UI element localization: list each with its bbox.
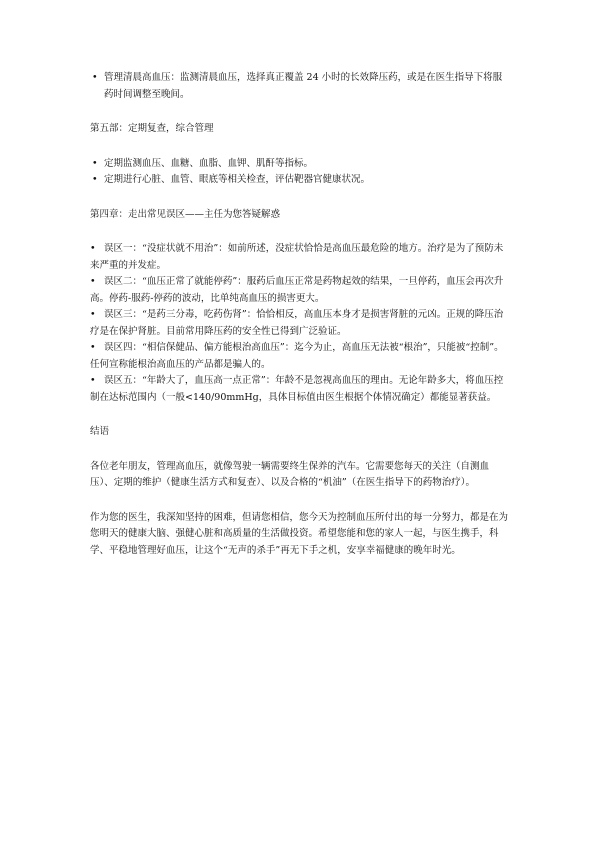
bullet-text: 管理清晨高血压：监测清晨血压，选择真正覆盖 24 小时的长效降压药，或是在医生指导下将服药时间调整至晚间。 — [104, 72, 503, 100]
list-item — [90, 340, 509, 373]
bullet-icon: • — [92, 174, 98, 185]
section-heading-chapter4: 第四章：走出常见误区——主任为您答疑解惑 — [90, 208, 281, 220]
list-item — [90, 70, 509, 103]
list-item — [90, 172, 509, 189]
list-item — [90, 156, 509, 173]
section-heading-part5: 第五部：定期复查，综合管理 — [90, 123, 214, 134]
chapter4-list — [90, 241, 509, 406]
bullet-text: 误区五：“年龄大了，血压高一点正常”：年龄不是忽视高血压的理由。无论年龄多大，将血压控制在达标范围内（一般<140/90mmHg，具体目标值由医生根据个体情况确定）都能显著获益。 — [90, 375, 504, 403]
bullet-text: 定期监测血压、血糖、血脂、血钾、肌酐等指标。 — [104, 157, 314, 169]
list-item — [90, 241, 509, 274]
bullet-icon: • — [90, 276, 96, 287]
bullet-icon: • — [92, 72, 98, 83]
section-heading-conclusion: 结语 — [90, 426, 110, 437]
bullet-text: 定期进行心脏、血管、眼底等相关检查，评估靶器官健康状况。 — [104, 174, 371, 185]
conclusion-paragraph-1: 各位老年朋友，管理高血压，就像驾驶一辆需要终生保养的汽车。它需要您每天的关注（自测血压）、定期的维护（健康生活方式和复查）、以及合格的“机油”（在医生指导下的药物治疗）。 — [90, 460, 490, 488]
bullet-text: 误区四：“相信保健品、偏方能根治高血压”：迄今为止，高血压无法被“根治”，只能被“控制”。任何宣称能根治高血压的产品都是骗人的。 — [90, 342, 504, 370]
list-item — [90, 274, 509, 307]
bullet-text: 误区三：“是药三分毒，吃药伤肾”：恰恰相反，高血压本身才是损害肾脏的元凶。正规的降压治疗是在保护肾脏。目前常用降压药的安全性已得到广泛验证。 — [90, 309, 504, 337]
bullet-text: 误区一：“没症状就不用治”：如前所述，没症状恰恰是高血压最危险的地方。治疗是为了预防未来严重的并发症。 — [90, 243, 504, 271]
bullet-icon: • — [90, 342, 96, 353]
bullet-icon: • — [92, 157, 98, 169]
part5-list — [90, 156, 509, 189]
list-item — [90, 307, 509, 340]
intro-bullet-list — [90, 70, 509, 103]
conclusion-paragraph-2: 作为您的医生，我深知坚持的困难，但请您相信，您今天为控制血压所付出的每一分努力，都是在为您明天的健康大脑、强健心脏和高质量的生活做投资。希望您能和您的家人一起，与医生携手，科学、平稳地管理好血压，让这个“无声的杀手”再无下手之机，安享幸福健康的晚年时光。 — [90, 511, 509, 556]
list-item — [90, 373, 509, 406]
document-body — [90, 70, 509, 559]
bullet-icon: • — [90, 309, 96, 320]
bullet-text: 误区二：“血压正常了就能停药”：服药后血压正常是药物起效的结果，一旦停药，血压会再次升高。停药-服药-停药的波动，比单纯高血压的损害更大。 — [90, 276, 504, 304]
bullet-icon: • — [90, 375, 96, 386]
bullet-icon: • — [90, 243, 96, 254]
